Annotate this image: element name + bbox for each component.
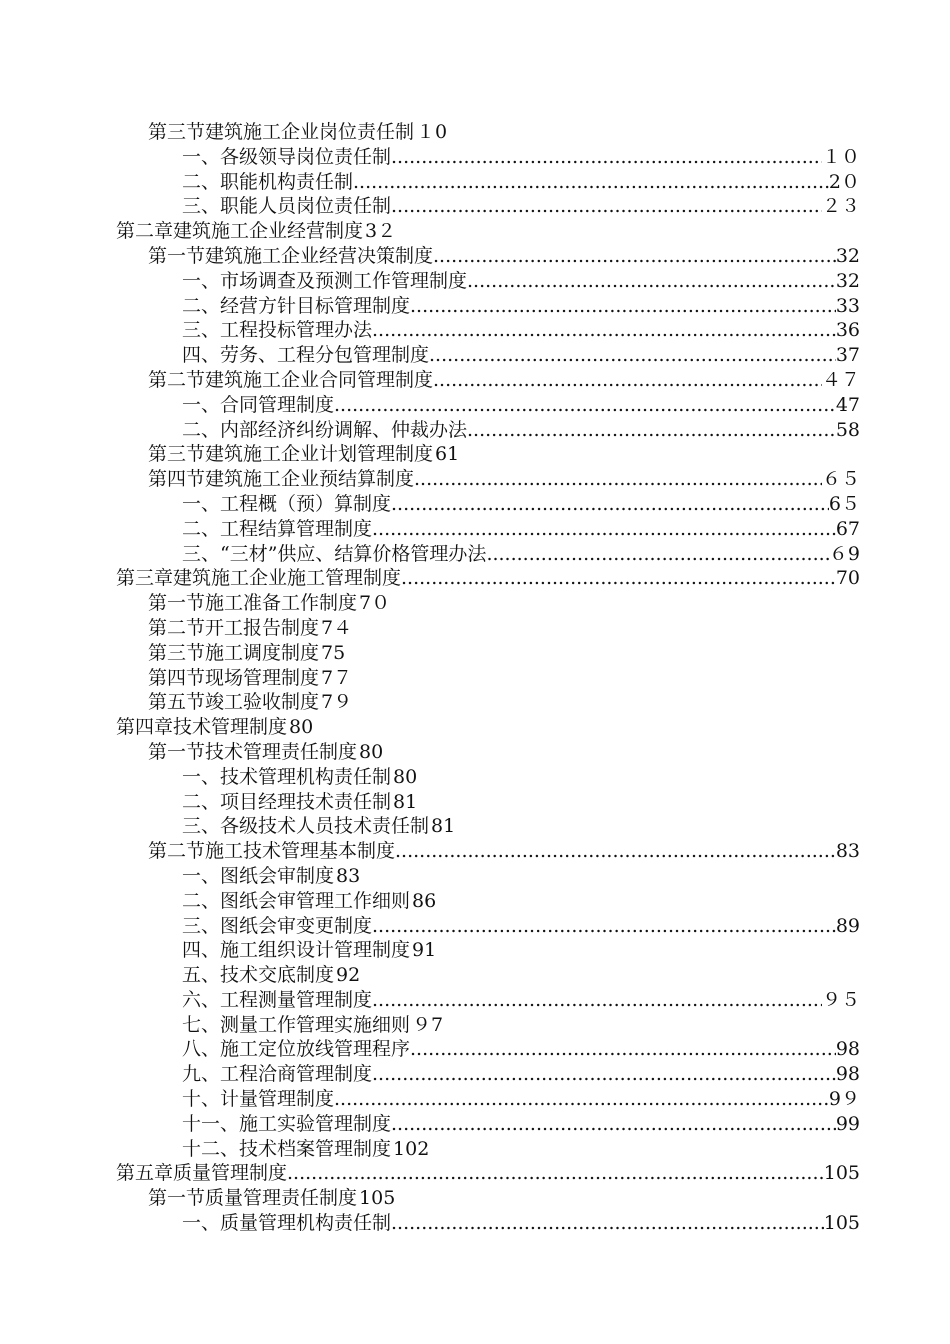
toc-entry-title: 第二节开工报告制度: [148, 616, 320, 639]
toc-entry-title: 二、项目经理技术责任制: [182, 790, 392, 813]
dot-leader: [410, 294, 836, 319]
toc-entry-page-number: 47: [835, 393, 860, 416]
toc-entry-title: 一、技术管理机构责任制: [182, 765, 392, 788]
toc-entry: [116, 839, 860, 864]
toc-entry-title: 十一、施工实验管理制度: [182, 1112, 392, 1135]
dot-leader: [395, 839, 836, 864]
toc-entry: [116, 244, 860, 269]
toc-entry-title: 四、施工组织设计管理制度: [182, 939, 411, 962]
toc-entry-page-number: 70: [835, 567, 860, 590]
dot-leader: [467, 418, 836, 443]
toc-entry-title: 二、工程结算管理制度: [182, 517, 373, 540]
toc-entry-page-number: 33: [835, 294, 860, 317]
toc-entry-title: 十、计量管理制度: [182, 1088, 335, 1111]
toc-entry-page-number: 89: [835, 914, 860, 937]
toc-entry: [116, 690, 860, 715]
toc-entry-title: 三、“三材”供应、结算价格管理办法: [182, 542, 487, 565]
toc-entry: [116, 1211, 860, 1236]
toc-entry: [116, 591, 860, 616]
dot-leader: [410, 1037, 836, 1062]
toc-entry-title: 第一节建筑施工企业经营决策制度: [148, 244, 434, 267]
toc-entry-title: 三、职能人员岗位责任制: [182, 195, 392, 218]
dot-leader: [391, 492, 829, 517]
toc-entry: [116, 566, 860, 591]
toc-entry-page-number: 67: [835, 517, 860, 540]
dot-leader: [391, 1112, 836, 1137]
toc-entry: [116, 889, 860, 914]
dot-leader: [334, 1087, 829, 1112]
toc-entry-title: 十二、技术档案管理制度: [182, 1137, 392, 1160]
toc-entry-title: 第五章质量管理制度: [116, 1162, 288, 1185]
toc-entry-page-number: ２３: [821, 195, 860, 218]
toc-entry: [116, 1013, 860, 1038]
dot-leader: [391, 1211, 824, 1236]
toc-entry-page-number: 3２: [365, 220, 397, 243]
toc-entry: [116, 1037, 860, 1062]
dot-leader: [372, 517, 836, 542]
toc-entry: [116, 641, 860, 666]
toc-entry-page-number: ４７: [821, 368, 860, 391]
toc-entry-title: 九、工程洽商管理制度: [182, 1063, 373, 1086]
toc-entry-title: 第四节建筑施工企业预结算制度: [148, 468, 415, 491]
toc-entry-page-number: 7９: [321, 691, 353, 714]
toc-entry-page-number: 32: [835, 244, 860, 267]
toc-entry: [116, 492, 860, 517]
toc-entry-page-number: 98: [835, 1063, 860, 1086]
toc-entry: [116, 790, 860, 815]
toc-entry-title: 第二节建筑施工企业合同管理制度: [148, 368, 434, 391]
dot-leader: [467, 269, 836, 294]
toc-entry-page-number: ９7: [412, 1013, 444, 1036]
toc-entry: [116, 988, 860, 1013]
toc-entry-page-number: 105: [823, 1162, 860, 1185]
toc-entry: [116, 542, 860, 567]
toc-entry: [116, 1137, 860, 1162]
toc-entry-title: 二、经营方针目标管理制度: [182, 294, 411, 317]
toc-entry-title: 第四节现场管理制度: [148, 666, 320, 689]
toc-entry: [116, 1186, 860, 1211]
toc-entry-title: 第三节施工调度制度: [148, 641, 320, 664]
toc-entry: [116, 864, 860, 889]
toc-entry: [116, 666, 860, 691]
toc-entry-title: 一、工程概（预）算制度: [182, 492, 392, 515]
toc-entry-page-number: 102: [393, 1137, 430, 1160]
toc-entry: [116, 294, 860, 319]
toc-entry: [116, 938, 860, 963]
toc-entry: [116, 318, 860, 343]
dot-leader: [334, 393, 836, 418]
toc-entry-page-number: 2０: [828, 170, 860, 193]
toc-entry: [116, 442, 860, 467]
toc-entry-title: 一、市场调查及预测工作管理制度: [182, 269, 468, 292]
dot-leader: [433, 244, 836, 269]
toc-entry-page-number: 80: [289, 716, 314, 739]
toc-entry: [116, 120, 860, 145]
dot-leader: [287, 1161, 824, 1186]
toc-entry-title: 第二节施工技术管理基本制度: [148, 840, 396, 863]
dot-leader: [429, 343, 836, 368]
dot-leader: [353, 170, 829, 195]
toc-entry-title: 八、施工定位放线管理程序: [182, 1038, 411, 1061]
toc-entry-title: 一、合同管理制度: [182, 393, 335, 416]
toc-entry: [116, 219, 860, 244]
toc-entry-page-number: 92: [336, 964, 361, 987]
toc-entry: [116, 1087, 860, 1112]
toc-entry-page-number: 61: [435, 443, 460, 466]
toc-entry-title: 一、质量管理机构责任制: [182, 1212, 392, 1235]
toc-entry: [116, 269, 860, 294]
toc-entry-title: 七、测量工作管理实施细则: [182, 1013, 411, 1036]
toc-entry-page-number: 32: [835, 269, 860, 292]
dot-leader: [401, 566, 836, 591]
dot-leader: [414, 467, 822, 492]
toc-entry-page-number: １０: [821, 145, 860, 168]
toc-entry-page-number: 9９: [828, 1088, 860, 1111]
toc-entry: [116, 814, 860, 839]
dot-leader: [391, 194, 822, 219]
toc-entry-page-number: 7４: [321, 616, 353, 639]
toc-entry-title: 二、图纸会审管理工作细则: [182, 889, 411, 912]
toc-entry-page-number: 86: [412, 889, 437, 912]
toc-entry: [116, 368, 860, 393]
toc-entry: [116, 170, 860, 195]
toc-entry-page-number: 80: [393, 765, 418, 788]
toc-entry-page-number: ６9: [828, 542, 860, 565]
toc-entry-title: 第三节建筑施工企业岗位责任制: [148, 121, 415, 143]
toc-entry-title: 二、内部经济纠纷调解、仲裁办法: [182, 418, 468, 441]
toc-entry: [116, 765, 860, 790]
toc-entry-page-number: 105: [359, 1187, 396, 1210]
toc-entry-page-number: 58: [835, 418, 860, 441]
dot-leader: [433, 368, 822, 393]
toc-entry: [116, 616, 860, 641]
toc-entry-title: 一、各级领导岗位责任制: [182, 145, 392, 168]
toc-entry-title: 第三节建筑施工企业计划管理制度: [148, 443, 434, 466]
dot-leader: [391, 145, 822, 170]
toc-entry-page-number: 7０: [359, 592, 391, 615]
toc-entry-page-number: 98: [835, 1038, 860, 1061]
toc-entry: [116, 740, 860, 765]
toc-entry: [116, 418, 860, 443]
toc-entry-page-number: 37: [835, 344, 860, 367]
dot-leader: [372, 914, 836, 939]
toc-entry: [116, 963, 860, 988]
toc-entry: [116, 145, 860, 170]
toc-entry-page-number: 83: [336, 864, 361, 887]
toc-entry: [116, 914, 860, 939]
toc-entry-title: 四、劳务、工程分包管理制度: [182, 344, 430, 367]
toc-entry-page-number: 99: [835, 1112, 860, 1135]
toc-entry-page-number: 7７: [321, 666, 353, 689]
dot-leader: [372, 318, 836, 343]
toc-entry-page-number: 80: [359, 740, 384, 763]
toc-entry: [116, 393, 860, 418]
toc-entry-title: 二、职能机构责任制: [182, 170, 354, 193]
toc-entry: [116, 194, 860, 219]
toc-entry-page-number: 81: [393, 790, 418, 813]
toc-entry-page-number: 75: [321, 641, 346, 664]
toc-entry-title: 三、各级技术人员技术责任制: [182, 815, 430, 838]
dot-leader: [372, 988, 822, 1013]
dot-leader: [486, 542, 828, 567]
toc-entry-title: 第五节竣工验收制度: [148, 691, 320, 714]
toc-entry-title: 第一节质量管理责任制度: [148, 1187, 358, 1210]
toc-entry: [116, 467, 860, 492]
toc-entry-page-number: 81: [431, 815, 456, 838]
toc-entry-page-number: 105: [823, 1212, 860, 1235]
toc-entry-title: 第一节施工准备工作制度: [148, 592, 358, 615]
toc-entry-page-number: ６５: [821, 468, 860, 491]
toc-entry-page-number: 91: [412, 939, 437, 962]
toc-entry-title: 第一节技术管理责任制度: [148, 740, 358, 763]
toc-entry: [116, 343, 860, 368]
toc-entry: [116, 1062, 860, 1087]
toc-entry: [116, 715, 860, 740]
toc-entry-page-number: 6５: [828, 492, 860, 515]
toc-entry-title: 第三章建筑施工企业施工管理制度: [116, 567, 402, 590]
toc-entry-title: 三、工程投标管理办法: [182, 319, 373, 342]
toc-entry-title: 第二章建筑施工企业经营制度: [116, 220, 364, 243]
toc-entry-title: 三、图纸会审变更制度: [182, 914, 373, 937]
toc-entry-title: 六、工程测量管理制度: [182, 988, 373, 1011]
toc-entry: [116, 1112, 860, 1137]
table-of-contents: [116, 120, 860, 1236]
toc-entry-title: 一、图纸会审制度: [182, 864, 335, 887]
toc-entry-page-number: １0: [416, 121, 448, 143]
toc-entry-page-number: ９５: [821, 988, 860, 1011]
toc-entry-title: 第四章技术管理制度: [116, 716, 288, 739]
toc-entry: [116, 517, 860, 542]
toc-entry-title: 五、技术交底制度: [182, 964, 335, 987]
toc-entry-page-number: 36: [835, 319, 860, 342]
toc-entry: [116, 1161, 860, 1186]
dot-leader: [372, 1062, 836, 1087]
toc-entry-page-number: 83: [835, 840, 860, 863]
